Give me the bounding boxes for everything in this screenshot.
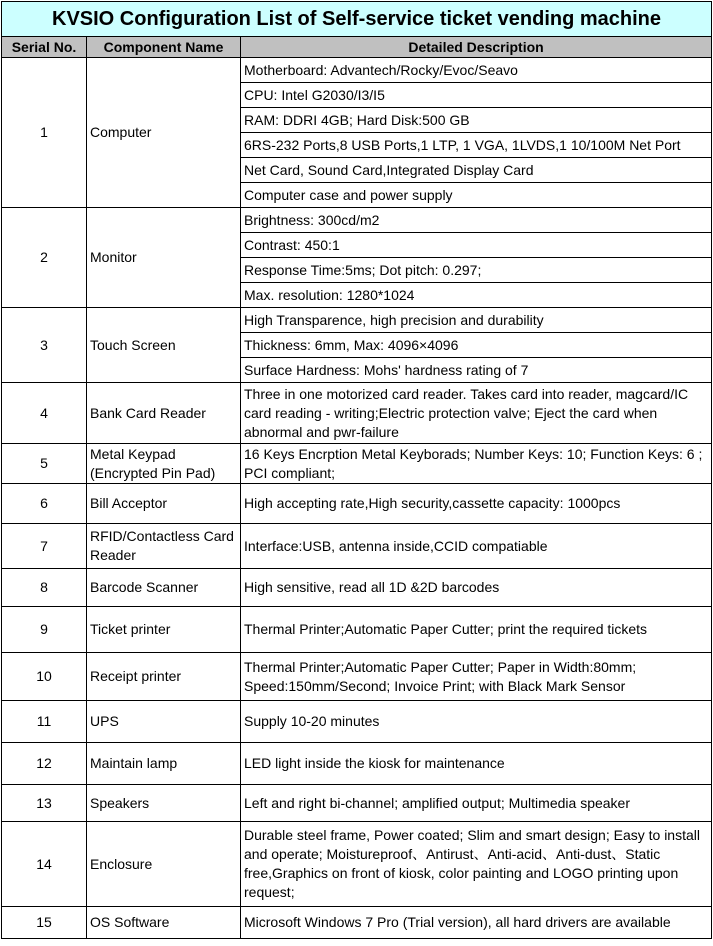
table-row [2,701,712,743]
header-component-name: Component Name [87,37,241,58]
description-cell: 6RS-232 Ports,8 USB Ports,1 LTP, 1 VGA, 1LVDS,1 10/100M Net Port [241,133,712,158]
table-row [2,484,712,524]
component-name-cell: Receipt printer [87,653,241,701]
component-name-cell: Maintain lamp [87,743,241,785]
component-name-cell: Bill Acceptor [87,484,241,524]
serial-number-cell: 14 [2,822,87,907]
serial-number-cell: 6 [2,484,87,524]
description-cell: Supply 10-20 minutes [241,701,712,743]
description-cell: Motherboard: Advantech/Rocky/Evoc/Seavo [241,58,712,83]
table-row [2,308,712,333]
component-name-cell: Monitor [87,208,241,308]
component-name-cell: Computer [87,58,241,208]
description-cell: RAM: DDRI 4GB; Hard Disk:500 GB [241,108,712,133]
component-name-cell: OS Software [87,907,241,939]
serial-number-cell: 2 [2,208,87,308]
description-cell: Interface:USB, antenna inside,CCID compatiable [241,524,712,569]
serial-number-cell: 9 [2,607,87,653]
config-table [1,1,712,939]
title-row [2,2,712,37]
table-row [2,569,712,607]
serial-number-cell: 4 [2,383,87,444]
table-row [2,907,712,939]
description-cell: Durable steel frame, Power coated; Slim and smart design; Easy to install and operate; Moistureproof、Antirust、Anti-acid、Anti-dust、Static free,Graphics on front of kiosk, color painting and LOGO printing upon request; [241,822,712,907]
description-cell: Max. resolution: 1280*1024 [241,283,712,308]
table-row [2,822,712,907]
component-name-cell: Bank Card Reader [87,383,241,444]
description-cell: High sensitive, read all 1D &2D barcodes [241,569,712,607]
component-name-cell: RFID/Contactless Card Reader [87,524,241,569]
table-row [2,785,712,822]
description-cell: Microsoft Windows 7 Pro (Trial version), all hard drivers are available [241,907,712,939]
description-cell: High accepting rate,High security,cassette capacity: 1000pcs [241,484,712,524]
description-cell: LED light inside the kiosk for maintenance [241,743,712,785]
serial-number-cell: 11 [2,701,87,743]
description-cell: Surface Hardness: Mohs' hardness rating of 7 [241,358,712,383]
table-row [2,58,712,83]
component-name-cell: Speakers [87,785,241,822]
config-sheet [1,1,712,944]
description-cell: Response Time:5ms; Dot pitch: 0.297; [241,258,712,283]
serial-number-cell: 12 [2,743,87,785]
description-cell: Computer case and power supply [241,183,712,208]
description-cell: Thermal Printer;Automatic Paper Cutter; print the required tickets [241,607,712,653]
description-cell: Thermal Printer;Automatic Paper Cutter; Paper in Width:80mm; Speed:150mm/Second; Invoice Print; with Black Mark Sensor [241,653,712,701]
description-cell: Contrast: 450:1 [241,233,712,258]
description-cell: CPU: Intel G2030/I3/I5 [241,83,712,108]
serial-number-cell: 3 [2,308,87,383]
serial-number-cell: 10 [2,653,87,701]
description-cell: High Transparence, high precision and durability [241,308,712,333]
serial-number-cell: 8 [2,569,87,607]
component-name-cell: Barcode Scanner [87,569,241,607]
description-cell: Thickness: 6mm, Max: 4096×4096 [241,333,712,358]
table-row [2,444,712,484]
description-cell: 16 Keys Encrption Metal Keyborads; Number Keys: 10; Function Keys: 6 ; PCI compliant; [241,444,712,484]
header-serial-no: Serial No. [2,37,87,58]
table-row [2,653,712,701]
serial-number-cell: 15 [2,907,87,939]
header-row [2,37,712,58]
serial-number-cell: 7 [2,524,87,569]
description-cell: Left and right bi-channel; amplified output; Multimedia speaker [241,785,712,822]
component-name-cell: Ticket printer [87,607,241,653]
table-row [2,743,712,785]
serial-number-cell: 1 [2,58,87,208]
table-row [2,383,712,444]
component-name-cell: Touch Screen [87,308,241,383]
table-row [2,607,712,653]
component-name-cell: UPS [87,701,241,743]
serial-number-cell: 5 [2,444,87,484]
description-cell: Brightness: 300cd/m2 [241,208,712,233]
table-row [2,208,712,233]
description-cell: Net Card, Sound Card,Integrated Display Card [241,158,712,183]
serial-number-cell: 13 [2,785,87,822]
component-name-cell: Enclosure [87,822,241,907]
description-cell: Three in one motorized card reader. Takes card into reader, magcard/IC card reading - writing;Electric protection valve; Eject the card when abnormal and pwr-failure [241,383,712,444]
component-name-cell: Metal Keypad (Encrypted Pin Pad) [87,444,241,484]
header-detailed-description: Detailed Description [241,37,712,58]
sheet-title: KVSIO Configuration List of Self-service ticket vending machine [2,2,712,37]
table-row [2,524,712,569]
